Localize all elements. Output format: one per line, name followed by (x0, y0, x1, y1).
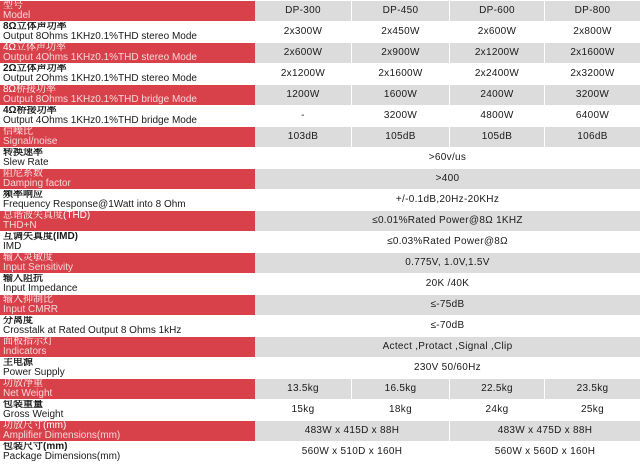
spec-value: 2x800W (544, 22, 640, 42)
spec-value: 483W x 475D x 88H (449, 421, 640, 441)
spec-label: 分离度 Crosstalk at Rated Output 8 Ohms 1kHz (0, 316, 255, 336)
spec-label: 面板指示灯 Indicators (0, 337, 255, 357)
spec-label: 8Ω桥接功率 Output 8Ohms 1KHz0.1%THD bridge Mode (0, 85, 255, 105)
spec-row (0, 358, 640, 378)
model-name: DP-300 (255, 1, 351, 21)
spec-value: 3200W (544, 85, 640, 105)
spec-label: 总谐波失真度(THD) THD+N (0, 211, 255, 231)
spec-value: 105dB (351, 127, 449, 147)
spec-row (0, 274, 640, 294)
spec-row (0, 316, 640, 336)
spec-label: 互调失真度(IMD) IMD (0, 232, 255, 252)
spec-value: 2x2400W (449, 64, 544, 84)
spec-row (0, 232, 640, 252)
spec-value: 16.5kg (351, 379, 449, 399)
spec-value: 1600W (351, 85, 449, 105)
spec-row (0, 43, 640, 63)
spec-value: ≤-70dB (255, 316, 640, 336)
spec-value: Actect ,Protact ,Signal ,Clip (255, 337, 640, 357)
spec-value: ≤0.01%Rated Power@8Ω 1KHZ (255, 211, 640, 231)
spec-row (0, 421, 640, 441)
spec-label: 功放净重 Net Weight (0, 379, 255, 399)
spec-label: 信噪比 Signal/noise (0, 127, 255, 147)
spec-value: >400 (255, 169, 640, 189)
spec-row (0, 148, 640, 168)
spec-label: 8Ω立体声功率 Output 8Ohms 1KHz0.1%THD stereo Mode (0, 22, 255, 42)
spec-value: 2x1200W (255, 64, 351, 84)
spec-value: ≤0.03%Rated Power@8Ω (255, 232, 640, 252)
model-name: DP-450 (351, 1, 449, 21)
spec-row (0, 22, 640, 42)
spec-value: 2x1600W (351, 64, 449, 84)
spec-value: 230V 50/60Hz (255, 358, 640, 378)
spec-label: 包装重量 Gross Weight (0, 400, 255, 420)
spec-row (0, 106, 640, 126)
spec-value: 13.5kg (255, 379, 351, 399)
model-label: 型号 Model (0, 1, 255, 21)
spec-value: 106dB (544, 127, 640, 147)
spec-value: 23.5kg (544, 379, 640, 399)
spec-value: 3200W (351, 106, 449, 126)
spec-label: 功放尺寸(mm) Amplifier Dimensions(mm) (0, 421, 255, 441)
spec-row (0, 295, 640, 315)
spec-value: 2x1200W (449, 43, 544, 63)
spec-value: 2400W (449, 85, 544, 105)
spec-row (0, 337, 640, 357)
spec-row (0, 442, 640, 462)
spec-label: 频率响应 Frequency Response@1Watt into 8 Ohm (0, 190, 255, 210)
spec-row (0, 85, 640, 105)
model-row (0, 1, 640, 21)
spec-row (0, 400, 640, 420)
spec-value: 2x450W (351, 22, 449, 42)
spec-value: 105dB (449, 127, 544, 147)
spec-label: 2Ω立体声功率 Output 2Ohms 1KHz0.1%THD stereo Mode (0, 64, 255, 84)
spec-label: 包装尺寸(mm) Package Dimensions(mm) (0, 442, 255, 462)
spec-label: 主电源 Power Supply (0, 358, 255, 378)
spec-value: >60v/us (255, 148, 640, 168)
spec-row (0, 190, 640, 210)
spec-value: 2x3200W (544, 64, 640, 84)
spec-value: - (255, 106, 351, 126)
spec-value: 2x600W (255, 43, 351, 63)
model-name: DP-600 (449, 1, 544, 21)
spec-value: 2x900W (351, 43, 449, 63)
spec-row (0, 64, 640, 84)
spec-value: 2x600W (449, 22, 544, 42)
spec-value: 15kg (255, 400, 351, 420)
model-name: DP-800 (544, 1, 640, 21)
spec-label: 4Ω立体声功率 Output 4Ohms 1KHz0.1%THD stereo Mode (0, 43, 255, 63)
spec-value: 560W x 560D x 160H (449, 442, 640, 462)
spec-row (0, 211, 640, 231)
spec-label: 输入灵敏度 Input Sensitivity (0, 253, 255, 273)
spec-value: 0.775V, 1.0V,1.5V (255, 253, 640, 273)
spec-label: 输入抑制比 Input CMRR (0, 295, 255, 315)
spec-row (0, 253, 640, 273)
spec-value: 18kg (351, 400, 449, 420)
spec-value: ≤-75dB (255, 295, 640, 315)
spec-value: 560W x 510D x 160H (255, 442, 449, 462)
spec-label: 阻尼系数 Damping factor (0, 169, 255, 189)
spec-row (0, 379, 640, 399)
spec-value: 1200W (255, 85, 351, 105)
spec-value: 6400W (544, 106, 640, 126)
spec-value: 25kg (544, 400, 640, 420)
spec-value: 103dB (255, 127, 351, 147)
spec-label: 4Ω桥接功率 Output 4Ohms 1KHz0.1%THD bridge Mode (0, 106, 255, 126)
spec-label: 转换速率 Slew Rate (0, 148, 255, 168)
spec-value: 2x300W (255, 22, 351, 42)
spec-value: +/-0.1dB,20Hz-20KHz (255, 190, 640, 210)
spec-value: 20K /40K (255, 274, 640, 294)
spec-value: 483W x 415D x 88H (255, 421, 449, 441)
spec-value: 22.5kg (449, 379, 544, 399)
spec-value: 4800W (449, 106, 544, 126)
spec-row (0, 169, 640, 189)
spec-label: 输入阻抗 Input Impedance (0, 274, 255, 294)
spec-row (0, 127, 640, 147)
spec-value: 2x1600W (544, 43, 640, 63)
spec-value: 24kg (449, 400, 544, 420)
